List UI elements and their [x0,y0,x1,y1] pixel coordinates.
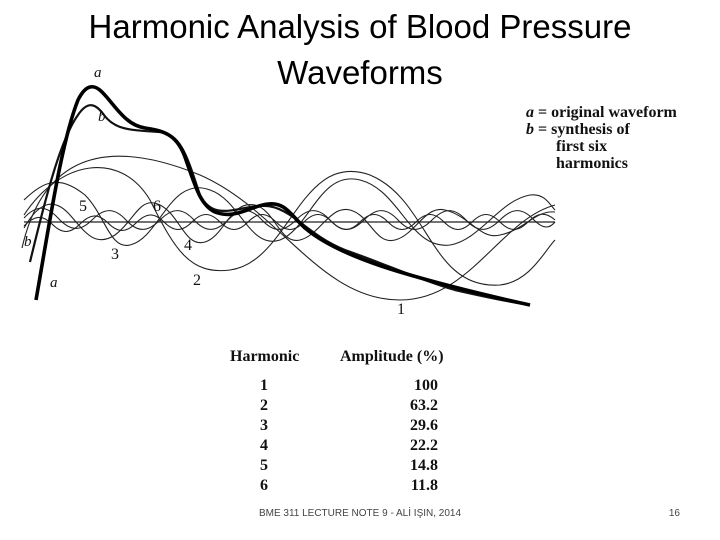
harmonic-cell: 3 [260,417,268,434]
harmonic-cell: 5 [260,457,268,474]
harmonic-amplitude-table [230,348,470,496]
label-a-top: a [94,65,102,81]
amplitude-cell: 100 [414,377,438,394]
label-harmonic-1: 1 [397,301,405,318]
label-harmonic-2: 2 [193,272,201,289]
footer-note: BME 311 LECTURE NOTE 9 - ALİ IŞIN, 2014 [258,508,462,519]
legend [526,104,716,172]
amplitude-cell: 22.2 [410,437,438,454]
table-row [230,416,470,436]
page-number: 16 [668,508,680,519]
label-harmonic-4: 4 [184,237,192,254]
legend-key-b: b [526,121,534,138]
table-header [230,348,470,366]
amplitude-cell: 63.2 [410,397,438,414]
legend-text-b-line2: first six [556,138,608,155]
legend-text-b: = synthesis of [534,121,630,138]
harmonic-cell: 1 [260,377,268,394]
amplitude-cell: 11.8 [410,477,438,494]
legend-text-b-line3: harmonics [556,155,628,172]
header-amplitude: Amplitude (%) [340,348,444,365]
label-harmonic-6: 6 [153,198,161,215]
label-b-left: b [24,234,32,250]
harmonic-1-curve [22,156,555,300]
table-row [230,376,470,396]
table-row [230,456,470,476]
harmonic-cell: 4 [260,437,268,454]
legend-text-a: = original waveform [534,104,677,121]
harmonic-cell: 2 [260,397,268,414]
header-harmonic: Harmonic [230,348,300,365]
legend-row-b [526,121,716,138]
harmonic-cell: 6 [260,477,268,494]
label-harmonic-5: 5 [79,198,87,215]
amplitude-cell: 29.6 [410,417,438,434]
label-harmonic-3: 3 [111,246,119,263]
title-line-1: Harmonic Analysis of Blood Pressure [88,8,632,45]
amplitude-cell: 14.8 [410,457,438,474]
legend-key-a: a [526,104,534,121]
label-a-bottom: a [50,275,58,291]
label-b-top: b [98,109,106,125]
table-row [230,476,470,496]
original-waveform-a [36,87,530,305]
legend-row-a [526,104,716,121]
table-row [230,436,470,456]
harmonic-2-curve [24,168,555,286]
table-row [230,396,470,416]
title-line-2: Waveforms [277,54,443,91]
